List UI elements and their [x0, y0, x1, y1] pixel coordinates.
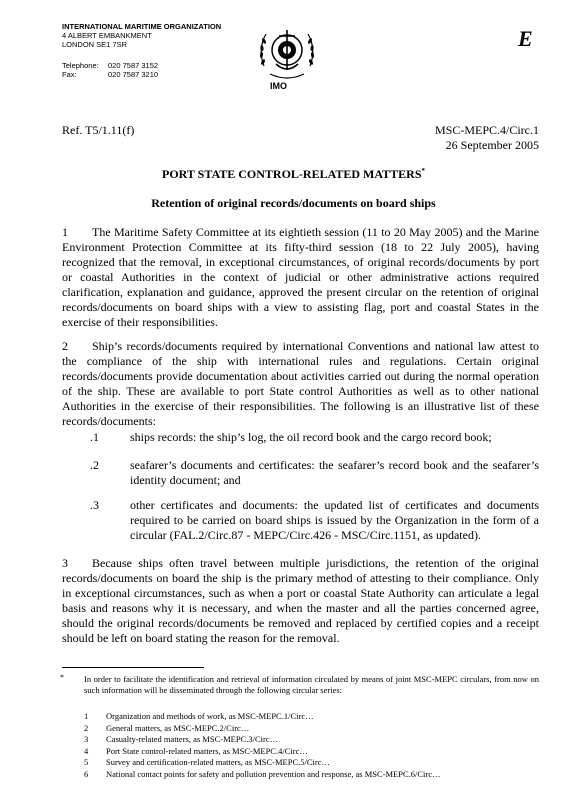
- paragraph-text: Because ships often travel between multiple jurisdictions, the retention of the original records/documents on board the ship is the primary method of attesting to their compliance. Only in exceptional circumstances, such as when a port or coastal State Authority can articulate a legal basis and reasons why it is necessary, and when the master and all the parties concerned agree, should the original records/documents be removed and replaced by certified copies and a receipt should be left on board stating the reason for the removal.: [62, 556, 539, 645]
- series-number: 6: [84, 768, 89, 779]
- footnote-mark: *: [60, 673, 64, 682]
- series-text: National contact points for safety and pollution prevention and response, as MSC-MEPC.6/Circ…: [106, 768, 441, 779]
- telephone-value: 020 7587 3152: [108, 61, 159, 70]
- list-item-text: ships records: the ship’s log, the oil record book and the cargo record book;: [130, 430, 492, 444]
- fax-label: Fax:: [62, 70, 77, 79]
- title-footnote-mark: *: [421, 167, 425, 175]
- series-text: Port State control-related matters, as MSC-MEPC.4/Circ…: [106, 745, 308, 756]
- paragraph-number: 1: [62, 225, 68, 239]
- list-item: [62, 430, 539, 445]
- list-item: [62, 746, 539, 758]
- document-symbol-block: [435, 123, 539, 153]
- org-address-block: [62, 22, 221, 49]
- list-item-text: other certificates and documents: the updated list of certificates and documents required to be carried on board ships is issued by the Organization in the form of a circular (FAL.2/Circ.87 - MEPC/Circ.426 - MSC/Circ.1151, as updated).: [130, 498, 539, 542]
- list-item: [62, 769, 539, 781]
- list-item-number: .3: [90, 498, 99, 512]
- document-title: [0, 167, 587, 182]
- address-line-1: 4 ALBERT EMBANKMENT: [62, 31, 152, 40]
- series-number: 5: [84, 757, 89, 767]
- series-text: Casualty-related matters, as MSC-MEPC.3/Circ…: [106, 734, 279, 744]
- document-date: 26 September 2005: [445, 138, 539, 152]
- series-number: 2: [84, 722, 89, 733]
- list-item-text: seafarer’s documents and certificates: the seafarer’s record book and the seafarer’s identity document; and: [130, 458, 539, 487]
- list-item: [62, 734, 539, 746]
- list-item-number: .2: [90, 458, 99, 472]
- series-text: Organization and methods of work, as MSC-MEPC.1/Circ…: [106, 711, 314, 721]
- list-item: [62, 711, 539, 723]
- paragraph-1: [62, 225, 539, 330]
- fax-value: 020 7587 3210: [108, 70, 159, 79]
- paragraph-number: 2: [62, 339, 68, 353]
- footnote-text: In order to facilitate the identification and retrieval of information circulated by means of joint MSC-MEPC circulars, from now on such information will be disseminated through the following circular series:: [84, 674, 539, 695]
- paragraph-2: [62, 339, 539, 429]
- paragraph-text: Ship’s records/documents required by international Conventions and national law attest to the compliance of the ship with international rules and regulations. Certain original records/documents provide documentation about activities carried out during the normal operation of the ship. These are available to port State control Authorities as well as to other national Authorities in the exercise of their responsibilities. The following is an illustrative list of these records/documents:: [62, 339, 539, 428]
- reference-number: Ref. T5/1.11(f): [62, 123, 135, 137]
- imo-emblem-icon: [256, 22, 318, 82]
- list-item: [62, 498, 539, 543]
- series-text: General matters, as MSC-MEPC.2/Circ…: [106, 722, 250, 733]
- address-line-2: LONDON SE1 7SR: [62, 40, 128, 49]
- contact-block: [62, 61, 158, 79]
- circular-series-list: [62, 711, 539, 780]
- series-number: 1: [84, 711, 89, 721]
- paragraph-number: 3: [62, 556, 68, 570]
- document-subtitle: Retention of original records/documents on board ships: [151, 196, 436, 210]
- language-indicator: E: [518, 26, 533, 51]
- imo-logo-text: IMO: [270, 81, 287, 91]
- title-text: PORT STATE CONTROL-RELATED MATTERS: [161, 167, 422, 181]
- paragraph-3: [62, 556, 539, 646]
- list-item-number: .1: [90, 430, 99, 444]
- footnote-divider: [62, 667, 204, 668]
- document-symbol: MSC-MEPC.4/Circ.1: [434, 123, 539, 137]
- telephone-label: Telephone:: [62, 61, 99, 70]
- series-number: 3: [84, 734, 89, 744]
- list-item: [62, 458, 539, 488]
- list-item: [62, 757, 539, 769]
- footnote: [62, 674, 539, 696]
- list-item: [62, 723, 539, 735]
- paragraph-text: The Maritime Safety Committee at its eightieth session (11 to 20 May 2005) and the Marine Environment Protection Committee at its fifty-third session (18 to 22 July 2005), having recognized that the removal, in exceptional circumstances, of original records/documents by port or coastal Authorities in the context of judicial or other administrative actions required clarification, explanation and guidance, approved the present circular on the retention of original records/documents on board ships with a view to assisting flag, port and coastal States in the exercise of their responsibilities.: [62, 225, 539, 329]
- series-text: Survey and certification-related matters, as MSC-MEPC.5/Circ…: [106, 757, 331, 767]
- org-name: INTERNATIONAL MARITIME ORGANIZATION: [62, 22, 222, 31]
- series-number: 4: [84, 745, 89, 756]
